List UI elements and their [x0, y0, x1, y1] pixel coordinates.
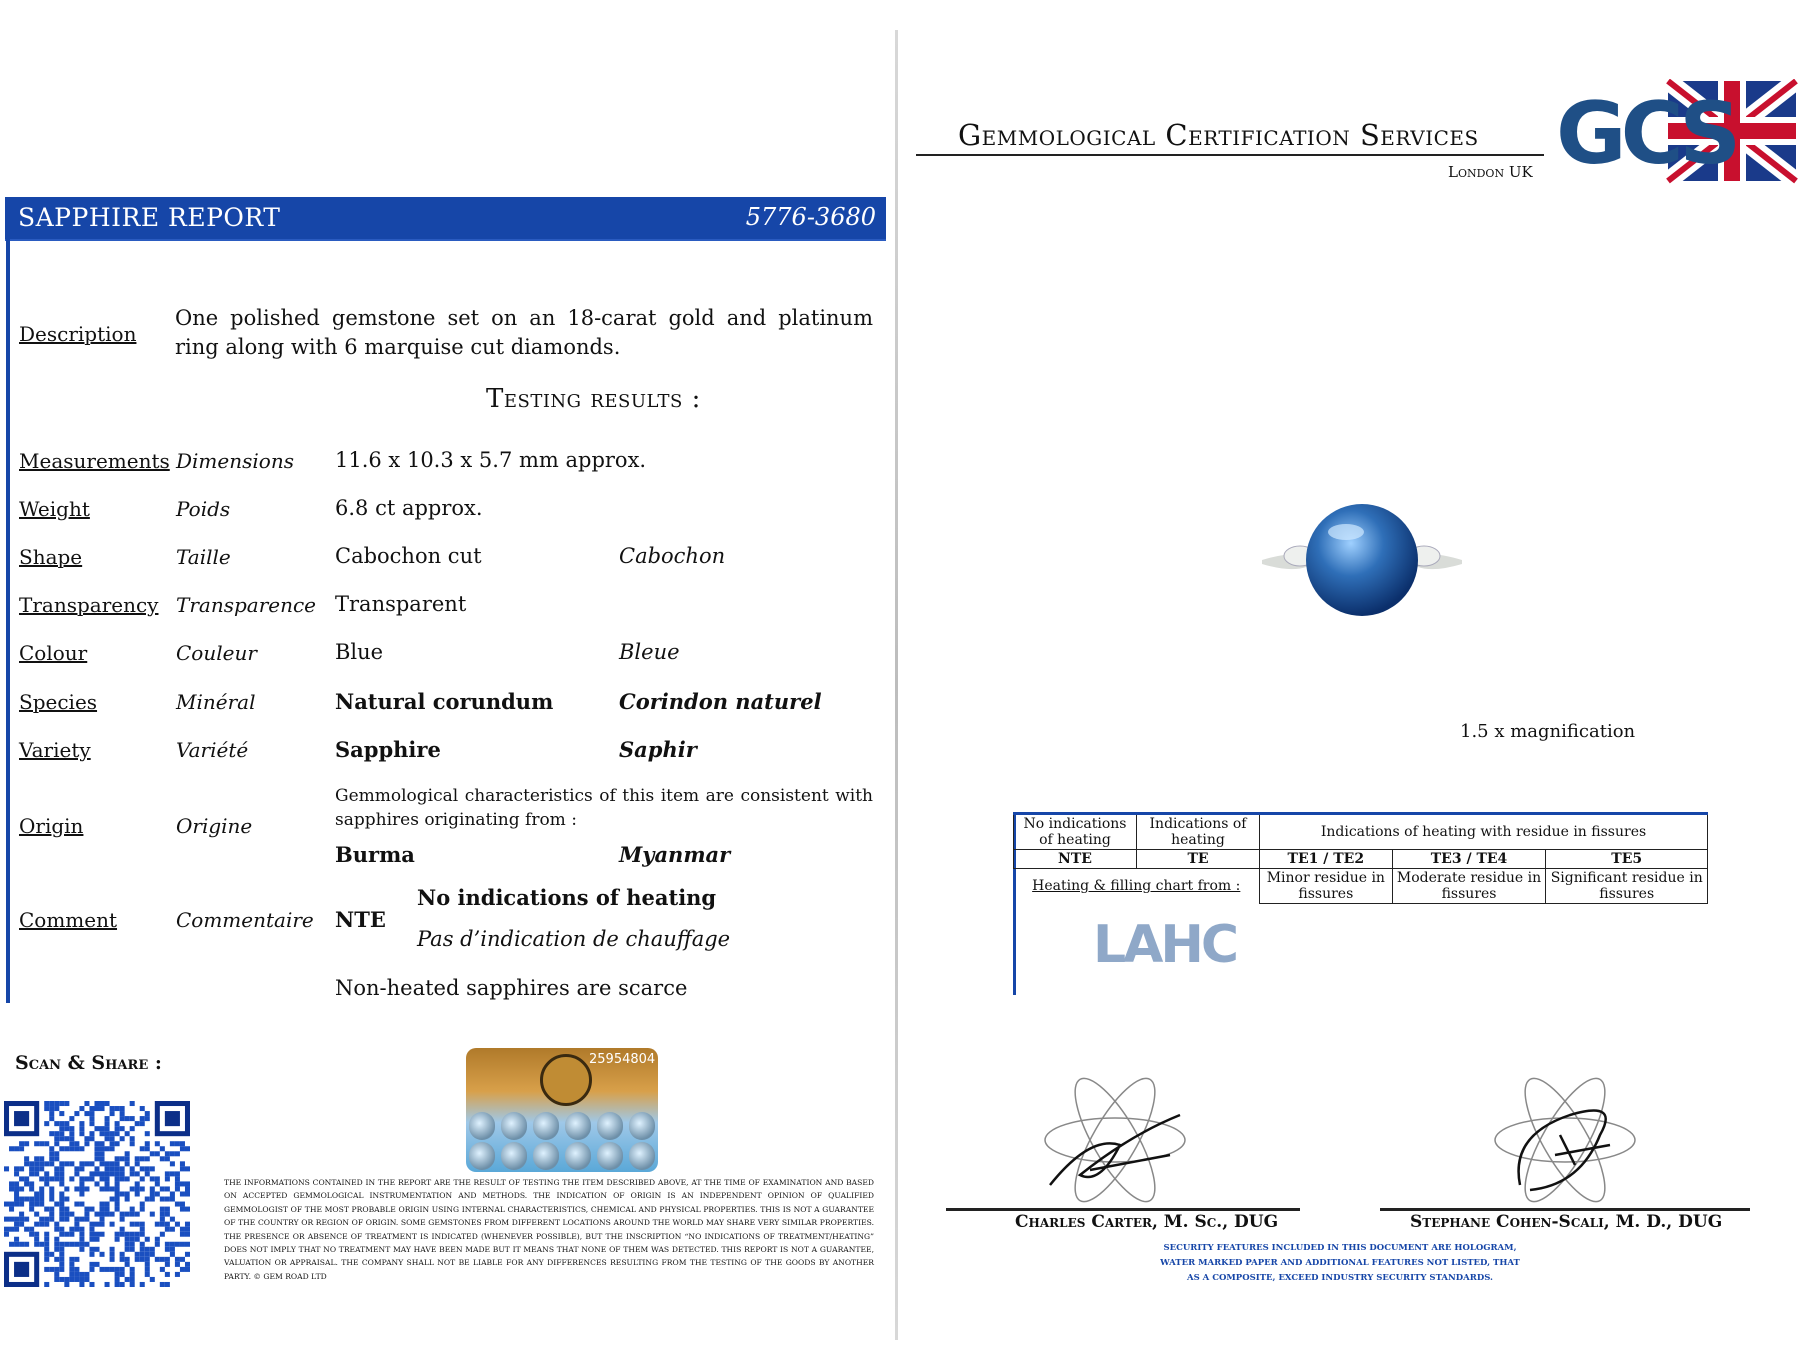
page-fold [895, 30, 898, 1340]
chart-note-moderate: Moderate residue in fissures [1392, 869, 1546, 904]
sapphire-ring-photo [1262, 498, 1462, 628]
row-value-fr-shape: Cabochon [619, 544, 726, 568]
report-side-rule [6, 239, 10, 1003]
row-label-species: Species [19, 690, 98, 714]
description-label: Description [19, 322, 137, 346]
chart-code-nte: NTE [1014, 850, 1137, 869]
signature-carter [1030, 1075, 1200, 1205]
origin-fr-label: Origine [176, 814, 253, 838]
chart-note-minor: Minor residue in fissures [1260, 869, 1393, 904]
row-label-weight: Weight [19, 497, 90, 521]
report-header-band [5, 197, 886, 241]
row-value-variety: Sapphire [335, 737, 441, 762]
description-text: One polished gemstone set on an 18-carat gold and platinum ring along with 6 marquise cut diamonds. [175, 306, 873, 359]
magnification-caption: 1.5 x magnification [1460, 721, 1636, 742]
certifier-location: London UK [1448, 163, 1533, 181]
chart-code-te1: TE1 / TE2 [1260, 850, 1393, 869]
comment-label: Comment [19, 908, 118, 932]
row-value-fr-species: Corindon naturel [619, 689, 822, 714]
origin-text: Gemmological characteristics of this item are consistent with sapphires originating from : [335, 786, 873, 830]
row-value-shape: Cabochon cut [335, 544, 482, 568]
row-label-variety: Variety [19, 738, 91, 762]
row-value-weight: 6.8 ct approx. [335, 496, 483, 520]
heating-chart-table [1013, 812, 1708, 904]
row-fr-shape: Taille [176, 545, 231, 569]
authenticity-seal-icon [540, 1054, 592, 1106]
row-value-colour: Blue [335, 640, 384, 664]
signature-line-cohen-scali [1380, 1208, 1750, 1211]
testing-results-heading: Testing results : [486, 384, 701, 414]
row-label-measurements: Measurements [19, 449, 170, 473]
row-fr-colour: Couleur [176, 641, 257, 665]
signatory-name-cohen-scali: Stephane Cohen-Scali, M. D., DUG [1410, 1212, 1723, 1232]
chart-code-te: TE [1137, 850, 1260, 869]
signatory-name-carter: Charles Carter, M. Sc., DUG [1015, 1212, 1279, 1232]
certifier-rule [916, 154, 1544, 156]
disclaimer-text: THE INFORMATIONS CONTAINED IN THE REPORT ARE THE RESULT OF TESTING THE ITEM DESCRIBED ABOVE, AT THE TIME OF EXAMINATION AND BASED ON ACCEPTED GEMMOLOGICAL INSTRUMENTATION AND METHODS. THE INDICATION OF ORIGIN IS AN INDEPENDENT OPINION OF QUALIFIED GEMMOLOGIST OF THE MOST PROBABLE ORIGIN USING INTERNAL CHARACTERISTICS, CHEMICAL AND PHYSICAL PROPERTIES. THIS IS NOT A GUARANTEE OF THE COUNTRY OR REGION OF ORIGIN. SOME GEMSTONES FROM DIFFERENT LOCATIONS AROUND THE WORLD MAY SHARE VERY SIMILAR PROPERTIES. THE PRESENCE OR ABSENCE OF TREATMENT IS INDICATED (WHENEVER POSSIBLE), BUT THE INSCRIPTION “NO INDICATIONS OF TREATMENT/HEATING” DOES NOT IMPLY THAT NO TREATMENT MAY HAVE BEEN MADE BUT IT MEANS THAT NONE OF THEM WAS DETECTED. THIS REPORT IS NOT A GUARANTEE, VALUATION OR APPRAISAL. THE COMPANY SHALL NOT BE LIABLE FOR ANY DIFFERENCES RESULTING FROM THE TESTING OF THE GOODS BY ANOTHER PARTY. © GEM ROAD LTD [224, 1178, 874, 1281]
row-fr-measurements: Dimensions [176, 449, 294, 473]
row-label-shape: Shape [19, 545, 83, 569]
origin-label: Origin [19, 814, 84, 838]
chart-code-te3: TE3 / TE4 [1392, 850, 1546, 869]
row-fr-variety: Variété [176, 738, 249, 762]
row-fr-weight: Poids [176, 497, 231, 521]
origin-value: Burma [335, 842, 415, 867]
chart-note-significant: Significant residue in fissures [1546, 869, 1708, 904]
chart-col-residue-label: Indications of heating with residue in fissures [1260, 814, 1708, 850]
row-value-species: Natural corundum [335, 689, 554, 714]
chart-col-te-label: Indications of heating [1137, 814, 1260, 850]
comment-en: No indications of heating [417, 885, 717, 910]
lahc-logo: LAHC [1093, 915, 1237, 975]
report-number: 5776-3680 [745, 203, 876, 231]
comment-fr-label: Commentaire [176, 908, 314, 932]
qr-code[interactable] [4, 1101, 190, 1287]
row-fr-species: Minéral [176, 690, 256, 714]
hologram-number: 25954804 [589, 1052, 656, 1067]
row-value-fr-variety: Saphir [619, 737, 697, 762]
row-value-measurements: 11.6 x 10.3 x 5.7 mm approx. [335, 448, 647, 472]
authenticity-hologram [466, 1048, 658, 1172]
certifier-name: Gemmological Certification Services [958, 118, 1479, 152]
row-label-colour: Colour [19, 641, 88, 665]
signature-cohen-scali [1480, 1075, 1650, 1205]
row-value-fr-colour: Bleue [619, 640, 680, 664]
chart-col-nte-label: No indications of heating [1014, 814, 1137, 850]
origin-value-fr: Myanmar [619, 842, 731, 867]
gcs-logo-text: GCS [1556, 84, 1736, 184]
scan-share-label: Scan & Share : [15, 1052, 162, 1074]
comment-note: Non-heated sapphires are scarce [335, 976, 688, 1000]
signature-line-carter [946, 1208, 1300, 1211]
heating-chart-link[interactable]: Heating & filling chart from : [1032, 878, 1241, 895]
comment-code: NTE [335, 907, 386, 932]
row-value-transparency: Transparent [335, 592, 467, 616]
chart-code-te5: TE5 [1546, 850, 1708, 869]
row-fr-transparency: Transparence [176, 593, 317, 617]
gcs-union-jack-logo [1548, 79, 1798, 185]
row-label-transparency: Transparency [19, 593, 159, 617]
security-features-note: SECURITY FEATURES INCLUDED IN THIS DOCUMENT ARE HOLOGRAM, WATER MARKED PAPER AND ADDITIONAL FEATURES NOT LISTED, THAT AS A COMPOSITE, EXCEED INDUSTRY SECURITY STANDARDS. [1160, 1243, 1520, 1283]
comment-fr-text: Pas d’indication de chauffage [417, 927, 731, 951]
report-title: SAPPHIRE REPORT [18, 203, 281, 232]
